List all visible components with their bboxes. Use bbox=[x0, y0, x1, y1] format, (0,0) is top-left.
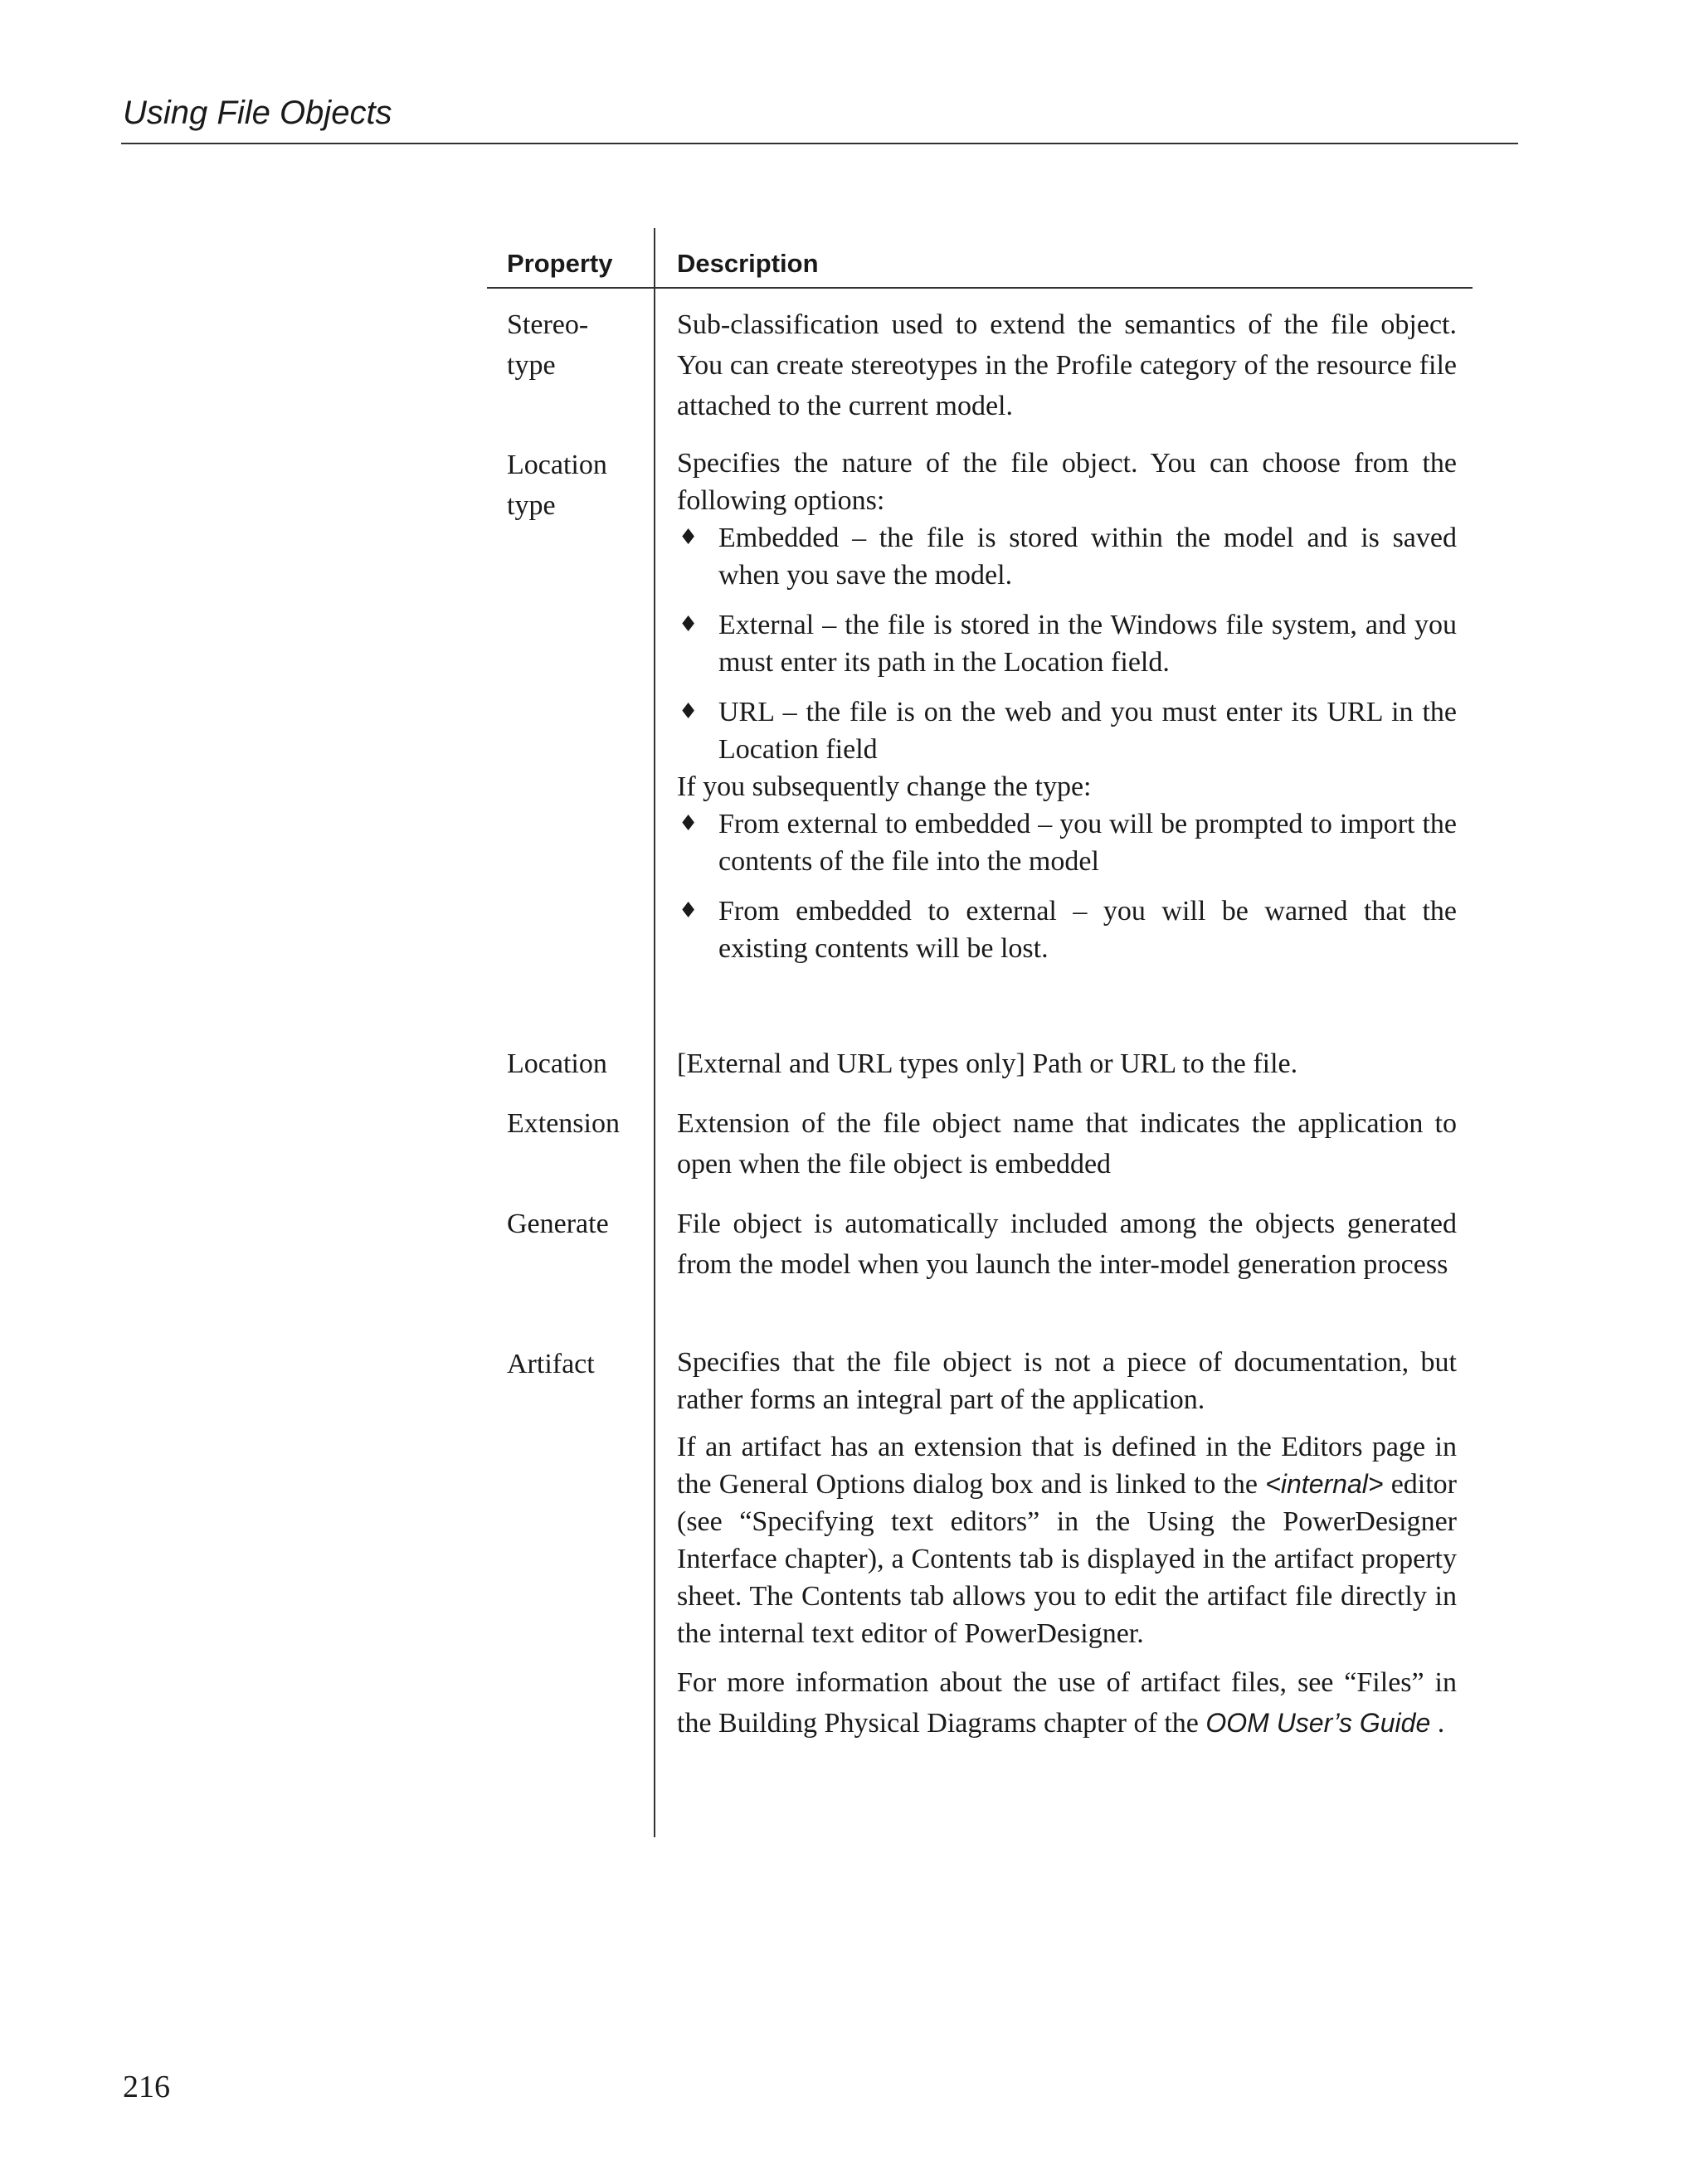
internal-editor-tag: <internal> bbox=[1265, 1469, 1384, 1499]
book-title: OOM User’s Guide bbox=[1205, 1708, 1431, 1738]
property-description bbox=[677, 1344, 1457, 1744]
header-rule bbox=[121, 143, 1518, 144]
diamond-bullet-icon: ♦ bbox=[679, 898, 699, 923]
property-description: [External and URL types only] Path or URL to the file. bbox=[677, 1048, 1298, 1079]
option-list bbox=[677, 519, 1457, 768]
page-number: 216 bbox=[123, 2070, 170, 2104]
paragraph-text: editor (see “Specifying text editors” in the Using the PowerDesigner Interface chapter), a Contents tab is displayed in the artifact property sheet. The Contents tab allows you to edit the artifact file directly in the internal text editor of PowerDesigner. bbox=[677, 1469, 1458, 1649]
table-header-rule bbox=[487, 287, 1473, 289]
property-name: Generate bbox=[507, 1209, 609, 1239]
diamond-bullet-icon: ♦ bbox=[679, 811, 699, 836]
list-item bbox=[677, 606, 1457, 681]
description-paragraph: Specifies that the file object is not a piece of documentation, but rather forms an integral part of the application. bbox=[677, 1347, 1457, 1415]
property-name: Artifact bbox=[507, 1349, 595, 1379]
list-item-text: From embedded to external – you will be warned that the existing contents will be lost. bbox=[718, 896, 1457, 964]
property-description bbox=[677, 445, 1457, 967]
description-intro: Specifies the nature of the file object. You can choose from the following options: bbox=[677, 448, 1457, 516]
property-description: File object is automatically included among the objects generated from the model when you launch the inter-model generation process bbox=[677, 1209, 1457, 1280]
list-item-text: URL – the file is on the web and you must enter its URL in the Location field bbox=[718, 697, 1457, 765]
diamond-bullet-icon: ♦ bbox=[679, 525, 699, 550]
property-name: Location bbox=[507, 1048, 607, 1079]
description-paragraph bbox=[677, 1428, 1457, 1652]
description-paragraph bbox=[677, 1662, 1457, 1744]
property-description: Extension of the file object name that indicates the application to open when the file object is embedded bbox=[677, 1108, 1457, 1180]
change-list bbox=[677, 805, 1457, 967]
list-item-text: External – the file is stored in the Windows file system, and you must enter its path in the Location field. bbox=[718, 610, 1457, 678]
column-header-property: Property bbox=[507, 249, 613, 278]
list-item bbox=[677, 805, 1457, 880]
paragraph-text: If an artifact has an extension that is defined in the Editors page in the General Options dialog box and is linked to the bbox=[677, 1432, 1457, 1500]
change-intro: If you subsequently change the type: bbox=[677, 771, 1092, 802]
running-head: Using File Objects bbox=[123, 95, 392, 131]
list-item bbox=[677, 519, 1457, 594]
diamond-bullet-icon: ♦ bbox=[679, 612, 699, 637]
paragraph-text: . bbox=[1437, 1708, 1445, 1739]
list-item bbox=[677, 693, 1457, 768]
diamond-bullet-icon: ♦ bbox=[679, 699, 699, 724]
property-name: Extension bbox=[507, 1108, 620, 1139]
table-column-divider bbox=[654, 228, 655, 1837]
paragraph-text: For more information about the use of artifact files, see “Files” in the Building Physical Diagrams chapter of the bbox=[677, 1667, 1457, 1739]
column-header-description: Description bbox=[677, 249, 819, 278]
list-item bbox=[677, 893, 1457, 967]
list-item-text: Embedded – the file is stored within the model and is saved when you save the model. bbox=[718, 523, 1457, 591]
property-description: Sub-classification used to extend the semantics of the file object. You can create stereotypes in the Profile category of the resource file attached to the current model. bbox=[677, 309, 1457, 421]
property-name: Stereo- type bbox=[507, 309, 589, 381]
property-name: Location type bbox=[507, 450, 607, 521]
list-item-text: From external to embedded – you will be prompted to import the contents of the file into the model bbox=[718, 809, 1457, 877]
